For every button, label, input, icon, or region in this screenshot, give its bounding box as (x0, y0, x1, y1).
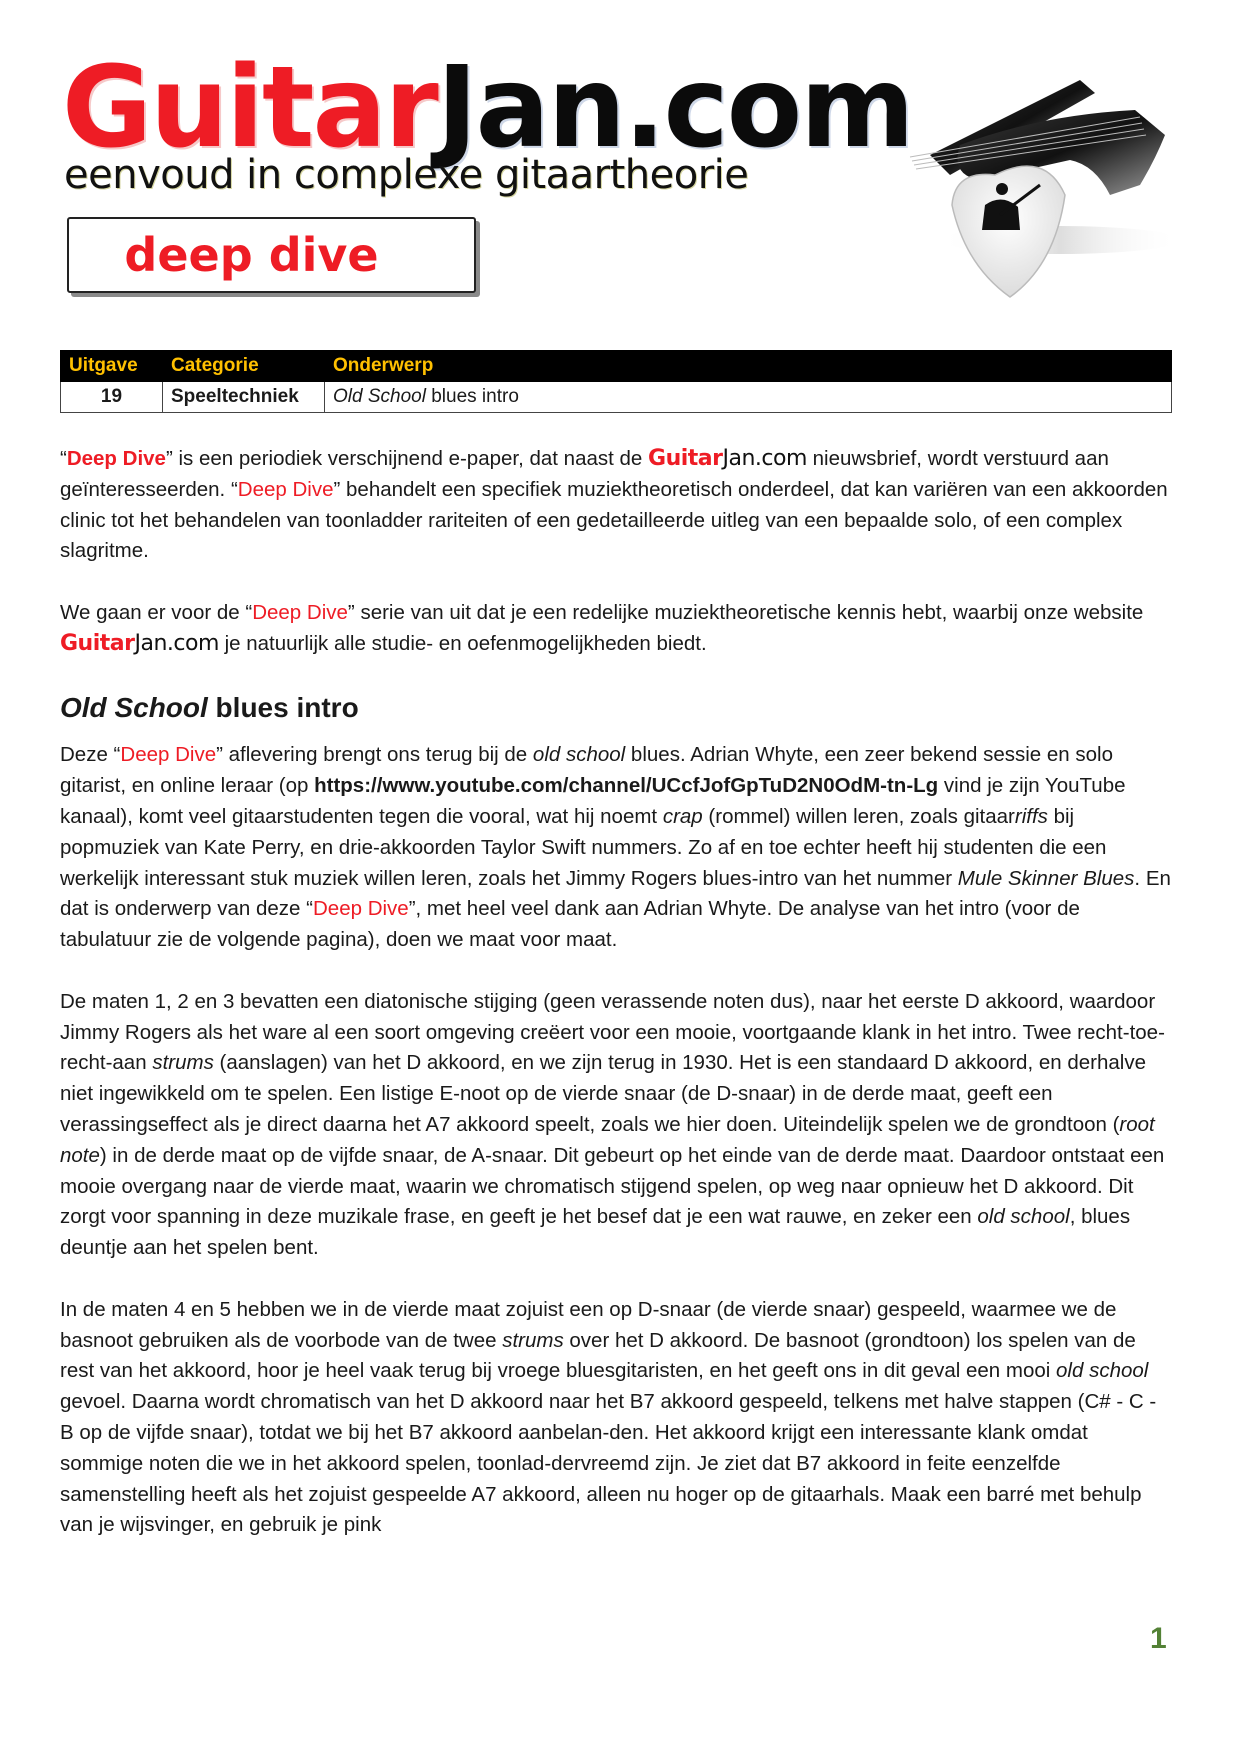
text: , blues deuntje aan het spelen bent. (60, 1205, 1131, 1260)
text: De maten 1, 2 en 3 bevatten een diatonische stijging (geen verassende noten dus), naar het eerste D akkoord, waardoor Jimmy Rogers als het ware al een soort omgeving creëert voor een mooie, voortgaande klank in het intro. Twee recht-toe-recht-aan (60, 989, 1165, 1075)
subject-rest: blues intro (425, 386, 519, 407)
article-body (60, 444, 1175, 1572)
issue-number: 19 (61, 382, 163, 413)
text: bij popmuziek van Kate Perry, en drie-akkoorden Taylor Swift nummers. Zo af en toe echter heeft hij studenten die een werkelijk interessant stuk muziek willen leren, zoals het Jimmy Rogers blues-intro van het nummer (60, 804, 1107, 890)
text: vind je zijn YouTube kanaal), komt veel gitaarstudenten tegen die vooral, wat hij noemt (60, 774, 1126, 828)
section-title (60, 690, 1175, 726)
header-uitgave: Uitgave (61, 351, 163, 382)
deep-dive-highlight: Deep Dive (66, 447, 166, 470)
logo-guitar: Guitar (62, 43, 437, 173)
deep-dive-badge (67, 217, 476, 293)
text: In de maten 4 en 5 hebben we in de vierde maat zojuist een op D-snaar (de vierde snaar) gespeeld, waarmee we de basnoot gebruiken als de voorbode van de twee (60, 1297, 1117, 1352)
text: (aanslagen) van het D akkoord, en we zijn terug in 1930. Het is een standaard D akkoord, en derhalve niet ingewikkeld om te spelen. Een listige E-noot op de vierde snaar (de D-snaar) in de derde maat, geeft een verassingseffect als je direct daarna het A7 akkoord speelt, zoals we hier doen. Uiteindelijk spelen we de grondtoon ( (60, 1051, 1146, 1136)
inline-logo (60, 631, 219, 656)
text: . En dat is onderwerp van deze “ (60, 866, 1171, 921)
deep-dive-highlight: Deep Dive (237, 477, 334, 501)
logo-jan-com: Jan.com (436, 43, 913, 173)
text: ) in de derde maat op de vijfde snaar, de A-snaar. Dit gebeurt op het einde van de derde maat. Daardoor ontstaat een mooie overgang naar de vierde maat, waarin we chromatisch stijgend spelen, op weg naar opnieuw het D akkoord. Dit zorgt voor spanning in deze muzikale frase, en geeft je het besef dat je een wat rauwe, en zeker een (60, 1143, 1165, 1229)
section-title-rest: blues intro (207, 692, 359, 724)
guitar-and-pick-icon (890, 65, 1200, 315)
emphasis: old school (532, 743, 626, 767)
text: ” serie van uit dat je een redelijke muziektheoretische kennis hebt, waarbij onze website (347, 600, 1144, 624)
text: “ (60, 447, 67, 470)
inline-logo (648, 446, 807, 471)
text: je natuurlijk alle studie- en oefenmogelijkheden biedt. (218, 631, 707, 655)
issue-info-table (60, 350, 1172, 413)
header-categorie: Categorie (163, 351, 325, 382)
text: gevoel. Daarna wordt chromatisch van het D akkoord naar het B7 akkoord gespeeld, telkens met halve stappen (C# - C - B op de vijfde snaar), totdat we bij het B7 akkoord aanbelan-den. Het akkoord krijgt een interessante klank omdat sommige noten die we in het akkoord spelen, toonlad-dervreemd zijn. Je ziet dat B7 akkoord in feite eenzelfde samenstelling heeft als het zojuist gespeelde A7 akkoord, alleen nu hoger op de gitaarhals. Maak een barré met behulp van je wijsvinger, en gebruik je pink (60, 1390, 1157, 1537)
site-logo (62, 43, 913, 173)
youtube-channel-link[interactable]: https://www.youtube.com/channel/UCcfJofGpTuD2N0OdM-tn-Lg (314, 774, 939, 798)
page-number: 1 (1150, 1622, 1167, 1655)
emphasis: root note (60, 1112, 1155, 1167)
text: ”, met heel veel dank aan Adrian Whyte. De analyse van het intro (voor de tabulatuur zie de volgende pagina), doen we maat voor maat. (60, 897, 1080, 952)
deep-dive-highlight: Deep Dive (120, 743, 217, 767)
category: Speeltechniek (163, 382, 325, 413)
deep-dive-highlight: Deep Dive (252, 600, 348, 624)
section-title-italic: Old School (60, 692, 208, 724)
section-paragraph-2 (60, 987, 1175, 1264)
text: Deze “ (60, 743, 121, 767)
text: ” aflevering brengt ons terug bij de (216, 743, 533, 767)
text: ” behandelt een specifiek muziektheoretisch onderdeel, dat kan variëren van een akkoorden clinic tot het behandelen van toonladder rariteiten of een gedetailleerde uitleg van een bepaalde solo, of een complex slagritme. (60, 477, 1168, 563)
text: nieuwsbrief, wordt verstuurd aan geïnteresseerden. “ (60, 447, 1109, 501)
emphasis: crap (662, 804, 703, 828)
emphasis: Mule Skinner Blues (957, 866, 1135, 890)
section-paragraph-3 (60, 1295, 1175, 1541)
emphasis: riffs (1014, 804, 1048, 828)
emphasis: strums (502, 1328, 564, 1352)
intro-paragraph-2 (60, 598, 1175, 660)
text: over het D akkoord. De basnoot (grondtoon) los spelen van de rest van het akkoord, hoor je heel vaak terug bij vroege bluesgitaristen, en het geeft ons in dit geval een mooi (60, 1328, 1136, 1383)
inline-logo-black: Jan.com (134, 630, 219, 656)
text: (rommel) willen leren, zoals gitaar (702, 804, 1015, 828)
inline-logo-red: Guitar (648, 446, 723, 471)
emphasis: old school (1056, 1359, 1149, 1383)
emphasis: old school (977, 1205, 1070, 1229)
header-onderwerp: Onderwerp (325, 351, 1172, 382)
intro-paragraph-1 (60, 444, 1175, 567)
table-row (61, 382, 1172, 413)
emphasis: strums (152, 1051, 214, 1075)
text: ” is een periodiek verschijnend e-paper, dat naast de (165, 447, 649, 470)
tagline: eenvoud in complexe gitaartheorie (64, 152, 749, 198)
subject (325, 382, 1172, 413)
inline-logo-black: Jan.com (722, 446, 807, 471)
section-paragraph-1 (60, 740, 1175, 956)
deep-dive-highlight: Deep Dive (312, 897, 409, 921)
inline-logo-red: Guitar (60, 630, 135, 656)
text: We gaan er voor de “ (60, 600, 253, 624)
table-header-row (61, 351, 1172, 382)
subject-italic: Old School (333, 386, 426, 407)
deep-dive-badge-label: deep dive (124, 228, 379, 282)
text: blues. Adrian Whyte, een zeer bekend sessie en solo gitarist, en online leraar (op (60, 743, 1113, 798)
